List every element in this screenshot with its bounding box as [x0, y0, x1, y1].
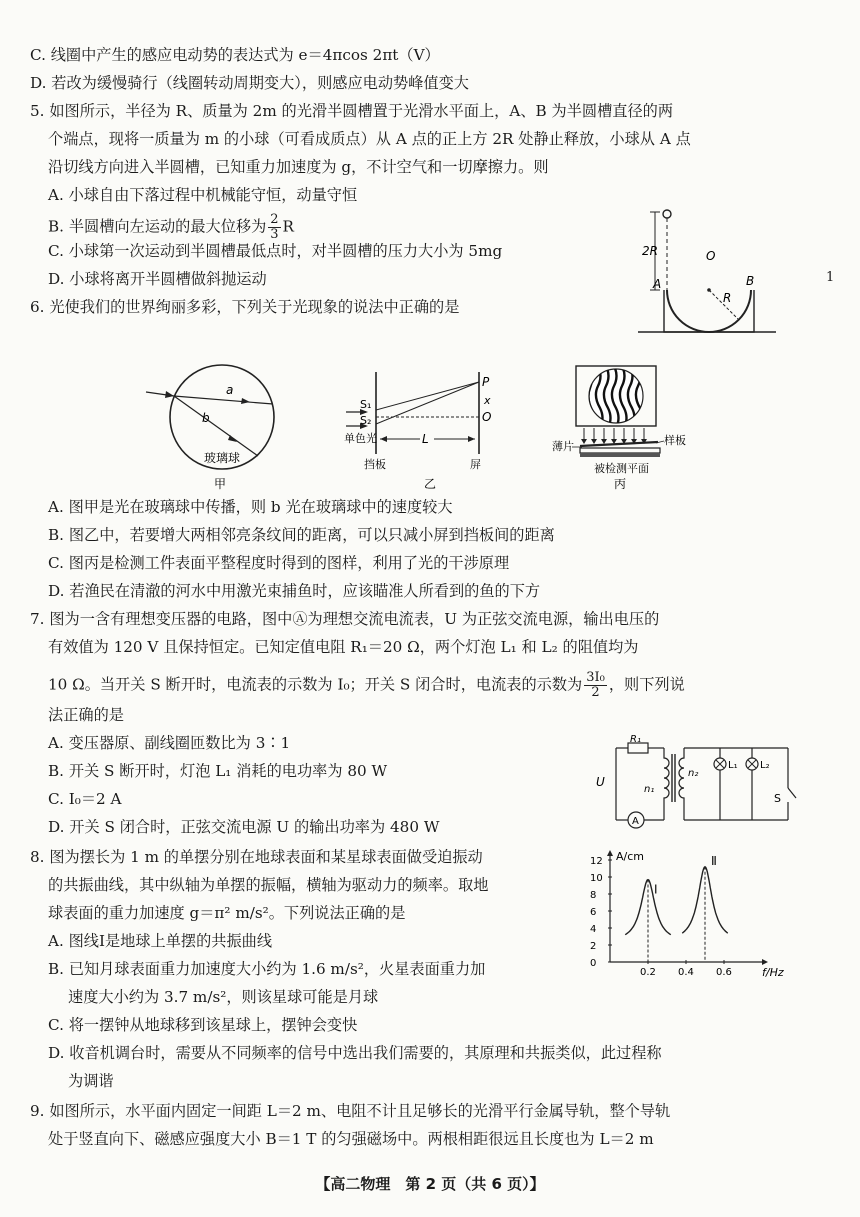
y-tick-label: 8 [590, 890, 597, 901]
text-line: 有效值为 120 V 且保持恒定。已知定值电阻 R₁＝20 Ω，两个灯泡 L₁ 和 L₂ 的阻值均为 [48, 638, 639, 656]
screen-label: 屏 [470, 458, 481, 471]
switch-s [788, 788, 796, 798]
sample-plate-label: 样板 [664, 434, 686, 447]
point-p-label: P [482, 375, 490, 389]
caption-bing: 丙 [614, 477, 627, 491]
text-line: 处于竖直向下、磁感应强度大小 B＝1 T 的匀强磁场中。两根相距很远且长度也为 L＝2 m [48, 1130, 654, 1148]
y-tick-label: 12 [590, 856, 603, 867]
y-tick-label: 4 [590, 924, 597, 935]
option-6a: A. 图甲是光在玻璃球中传播，则 b 光在玻璃球中的速度较大 [48, 498, 453, 516]
question-7-stem: 7. 图为一含有理想变压器的电路，图中Ⓐ为理想交流电流表，U 为正弦交流电源，输出电压的 [30, 610, 660, 628]
figure-q8-resonance-chart [586, 848, 796, 978]
figure-q6-yi-double-slit [342, 362, 512, 494]
text-line: 为调谐 [68, 1072, 114, 1090]
ammeter-label: A [632, 816, 639, 827]
text-line: 速度大小约为 3.7 m/s²，则该星球可能是月球 [68, 988, 379, 1006]
ray-b-label: b [202, 411, 210, 425]
film-label: 薄片 [552, 440, 574, 453]
ray-a [174, 396, 273, 404]
fraction-denominator: 3 [270, 227, 279, 242]
sample-plate [580, 442, 658, 446]
text-line: 法正确的是 [48, 706, 124, 724]
y-tick-label: 2 [590, 941, 597, 952]
y-tick-label: 10 [590, 873, 603, 884]
center-label: O [706, 249, 716, 263]
r1-label: R₁ [630, 734, 641, 745]
option-8d: D. 收音机调台时，需要从不同频率的信号中选出我们需要的，其原理和共振类似，此过程称 [48, 1044, 662, 1062]
slit-1-label: S₁ [360, 398, 372, 411]
text-line [48, 671, 685, 700]
point-b-label: B [746, 274, 755, 288]
text-segment: ，则下列说 [608, 675, 685, 694]
tested-surface [580, 448, 660, 453]
option-text: R [282, 217, 294, 236]
fraction-numerator: 2 [270, 212, 279, 227]
text-line: D. 若改为缓慢骑行（线圈转动周期变大），则感应电动势峰值变大 [30, 74, 469, 92]
text-line: 球表面的重力加速度 g＝π² m/s²。下列说法正确的是 [48, 904, 406, 922]
question-5-stem: 5. 如图所示，半径为 R、质量为 2m 的光滑半圆槽置于光滑水平面上，A、B 为半圆槽直径的两 [30, 102, 674, 120]
distance-x-label: x [484, 394, 491, 407]
x-axis-label: f/Hz [762, 966, 784, 979]
option-7d: D. 开关 S 闭合时，正弦交流电源 U 的输出功率为 480 W [48, 818, 440, 836]
option-text: B. 半圆槽向左运动的最大位移为 [48, 217, 267, 236]
curve-label: Ⅰ [654, 882, 658, 897]
ball [663, 210, 671, 218]
x-tick-label: 0.2 [640, 967, 656, 978]
page-footer: 【高二物理 第 2 页（共 6 页）】 [315, 1175, 545, 1193]
text-line: 的共振曲线，其中纵轴为单摆的振幅，横轴为驱动力的频率。取地 [48, 876, 489, 894]
switch-label: S [774, 792, 781, 805]
page-mark: 1 [826, 270, 835, 285]
option-5b [48, 213, 294, 242]
fraction [268, 213, 280, 242]
question-6-stem: 6. 光使我们的世界绚丽多彩，下列关于光现象的说法中正确的是 [30, 298, 460, 316]
y-tick-label: 6 [590, 907, 597, 918]
y-tick-label: 0 [590, 958, 597, 969]
semicircle-groove [667, 290, 751, 332]
primary-coil [664, 748, 669, 820]
option-7c: C. I₀＝2 A [48, 790, 122, 808]
text-line: 沿切线方向进入半圆槽，已知重力加速度为 g，不计空气和一切摩擦力。则 [48, 158, 549, 176]
ray-b [174, 396, 258, 456]
figure-q5-semicircle-groove [630, 198, 780, 340]
point-a-label: A [653, 277, 662, 291]
text-line: 个端点，现将一质量为 m 的小球（可看成质点）从 A 点的正上方 2R 处静止释放，小球从 A 点 [48, 130, 691, 148]
option-6d: D. 若渔民在清澈的河水中用激光束捕鱼时，应该瞄准人所看到的鱼的下方 [48, 582, 541, 600]
option-8c: C. 将一摆钟从地球移到该星球上，摆钟会变快 [48, 1016, 358, 1034]
ray-a-label: a [226, 383, 234, 397]
glass-ball-label: 玻璃球 [204, 451, 241, 465]
x-tick-label: 0.6 [716, 967, 732, 978]
source-u-label: U [596, 775, 605, 789]
text-segment: 10 Ω。当开关 S 断开时，电流表的示数为 I₀；开关 S 闭合时，电流表的示数为 [48, 675, 583, 694]
option-5a: A. 小球自由下落过程中机械能守恒，动量守恒 [48, 186, 358, 204]
fraction-numerator: 3I₀ [586, 670, 605, 685]
radius-label: R [723, 291, 732, 305]
option-8b: B. 已知月球表面重力加速度大小约为 1.6 m/s²，火星表面重力加 [48, 960, 486, 978]
n1-label: n₁ [644, 784, 655, 795]
tested-surface-label: 被检测平面 [594, 462, 649, 475]
option-5d: D. 小球将离开半圆槽做斜抛运动 [48, 270, 267, 288]
slit-2-label: S₂ [360, 414, 372, 427]
option-7b: B. 开关 S 断开时，灯泡 L₁ 消耗的电功率为 80 W [48, 762, 388, 780]
figure-q7-transformer-circuit [592, 734, 828, 840]
caption-yi: 乙 [424, 477, 437, 491]
option-6c: C. 图丙是检测工件表面平整程度时得到的图样，利用了光的干涉原理 [48, 554, 510, 572]
l2-label: L₂ [760, 760, 770, 771]
point-o-label: O [482, 410, 492, 424]
monochromatic-light-label: 单色光 [344, 432, 377, 445]
question-8-stem: 8. 图为摆长为 1 m 的单摆分别在地球表面和某星球表面做受迫振动 [30, 848, 483, 866]
curve-label: Ⅱ [711, 853, 717, 868]
text-line: C. 线圈中产生的感应电动势的表达式为 e＝4πcos 2πt（V） [30, 46, 440, 64]
fraction-denominator: 2 [591, 685, 600, 700]
fraction [584, 671, 607, 700]
x-tick-label: 0.4 [678, 967, 694, 978]
y-axis-label: A/cm [616, 850, 644, 863]
option-8a: A. 图线Ⅰ是地球上单摆的共振曲线 [48, 932, 273, 950]
distance-l-label: L [422, 432, 429, 446]
figure-q6-jia-glass-ball [140, 362, 300, 494]
height-label: 2R [642, 244, 658, 258]
option-7a: A. 变压器原、副线圈匝数比为 3∶1 [48, 734, 291, 752]
caption-jia: 甲 [214, 477, 227, 491]
l1-label: L₁ [728, 760, 738, 771]
baffle-label: 挡板 [364, 458, 386, 471]
figure-q6-bing-interference [546, 362, 706, 494]
question-9-stem: 9. 如图所示，水平面内固定一间距 L＝2 m、电阻不计且足够长的光滑平行金属导轨，整个导轨 [30, 1102, 671, 1120]
option-6b: B. 图乙中，若要增大两相邻亮条纹间的距离，可以只减小屏到挡板间的距离 [48, 526, 555, 544]
secondary-coil [679, 748, 684, 820]
option-5c: C. 小球第一次运动到半圆槽最低点时，对半圆槽的压力大小为 5mg [48, 242, 503, 260]
n2-label: n₂ [688, 768, 699, 779]
